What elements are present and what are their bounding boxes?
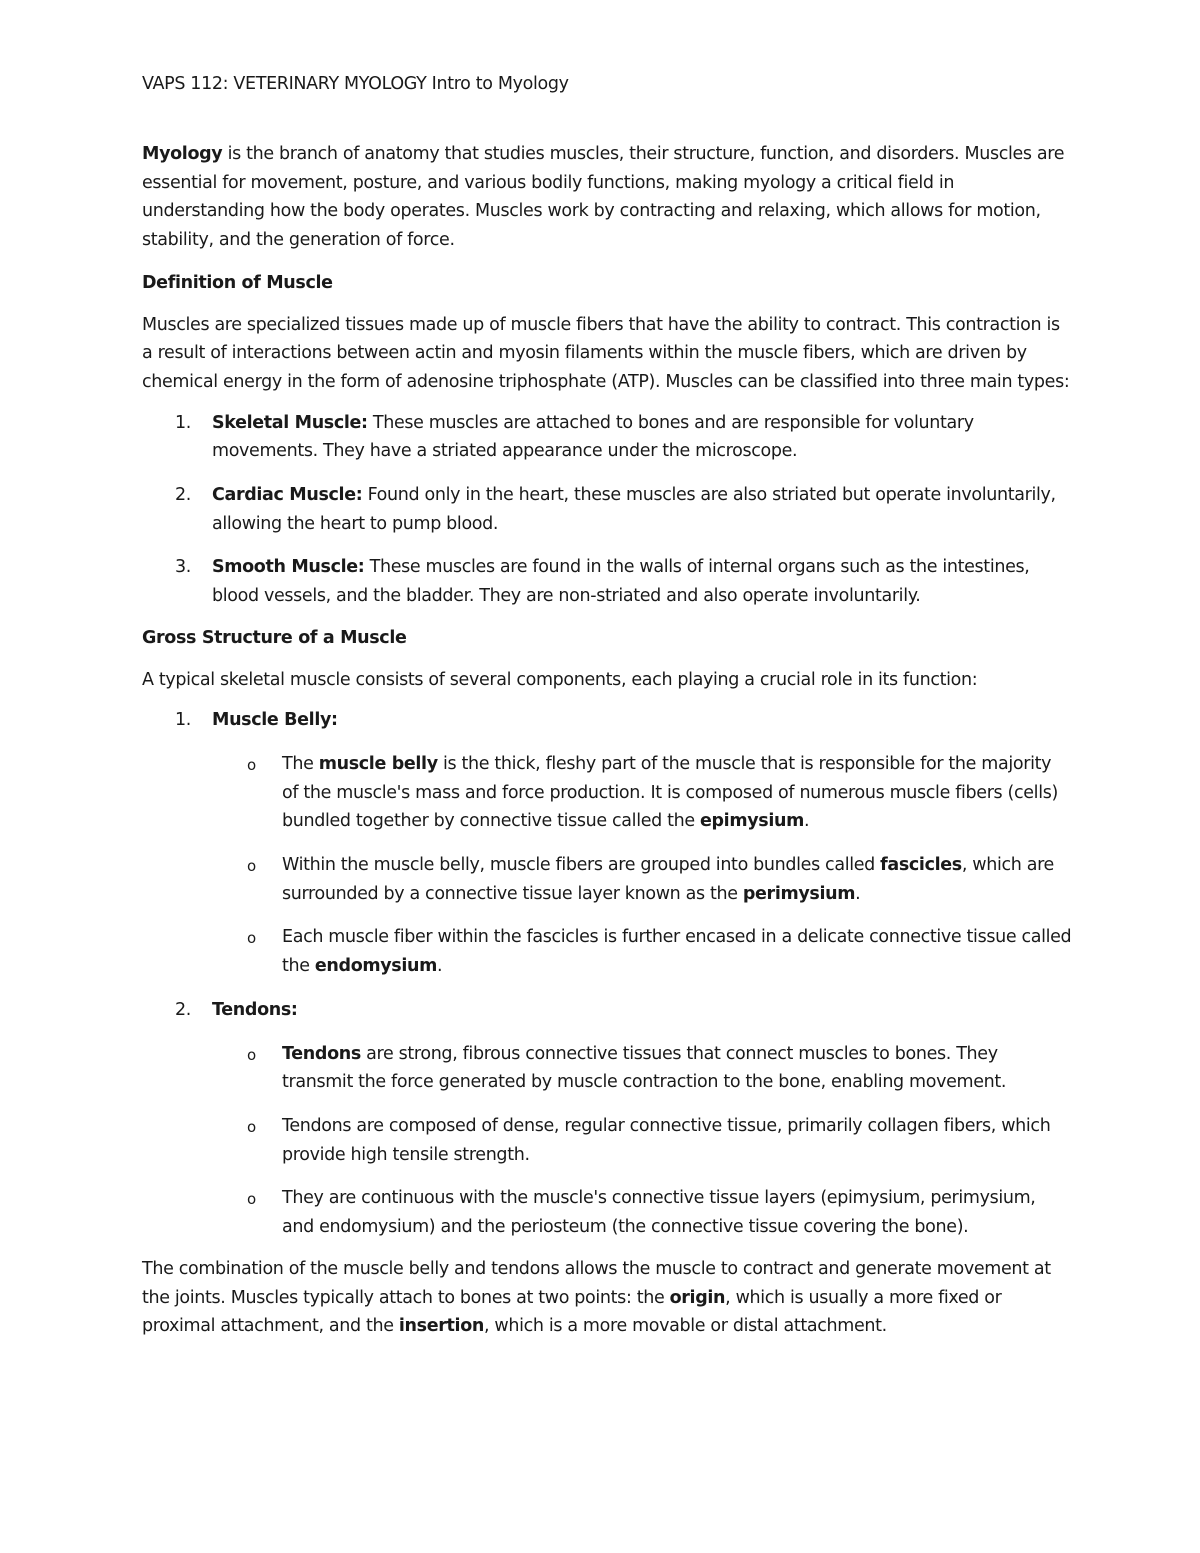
bullet-marker: o [247,857,256,876]
intro-term: Myology [142,144,223,164]
document-header: VAPS 112: VETERINARY MYOLOGY Intro to Myology [142,74,569,94]
intro-text: is the branch of anatomy that studies muscles, their structure, function, and disorders. Muscles are essential for movement, posture, and various bodily functions, making myology a critical field in understanding how the body operates. Muscles work by contracting and relaxing, which allows for motion, stability, and the generation of force. [142,144,1065,251]
bullet-marker: o [247,929,256,948]
bold-term: endomysium [314,956,438,977]
bold-term: Tendons [282,1043,361,1064]
bullet-item [212,750,1072,836]
list-item [142,706,1072,981]
muscle-type-term: Cardiac Muscle: [212,485,363,506]
muscle-type-term: Skeletal Muscle: [212,412,368,433]
bullet-text: . [855,883,861,904]
bold-term: muscle belly [318,753,438,774]
closing-paragraph [142,1255,1072,1341]
bold-term: perimysium [742,883,856,904]
tendon-bullets [212,1040,1072,1242]
bullet-item [212,1040,1072,1097]
list-item [142,481,1072,538]
bullet-text: are strong, fibrous connective tissues that connect muscles to bones. They transmit the force generated by muscle contraction to the bone, enabling movement. [282,1043,1007,1093]
bold-term: fascicles [880,855,962,876]
bullet-marker: o [247,1045,256,1064]
gross-structure-heading: Gross Structure of a Muscle [142,627,407,648]
bullet-text: Within the muscle belly, muscle fibers are grouped into bundles called [282,855,881,876]
bullet-item [212,1184,1072,1241]
muscle-type-text: These muscles are attached to bones and are responsible for voluntary movements. They have a striated appearance under the microscope. [212,412,974,462]
gross-structure-paragraph: A typical skeletal muscle consists of several components, each playing a crucial role in its function: [142,669,978,690]
bold-term: insertion [398,1316,484,1337]
document-page [142,70,1072,1341]
belly-bullets [212,750,1072,981]
bold-term: epimysium [699,811,804,832]
bullet-text: . [803,811,810,832]
paragraph-text: , which is a more movable or distal attachment. [483,1316,887,1337]
muscle-types-list [142,409,1072,611]
intro-paragraph [142,140,1072,255]
components-list [142,706,1072,1242]
bullet-text: They are continuous with the muscle's connective tissue layers (epimysium, perimysium, and endomysium) and the periosteum (the connective tissue covering the bone). [282,1188,1036,1238]
list-item [142,553,1072,610]
bullet-marker: o [247,755,256,774]
bold-term: origin [669,1287,726,1308]
definition-heading: Definition of Muscle [142,272,333,293]
bullet-item [212,851,1072,908]
muscle-type-term: Smooth Muscle: [212,557,365,578]
list-item [142,996,1072,1242]
bullet-text: Each muscle fiber within the fascicles is further encased in a delicate connective tissue called the [282,927,1072,977]
muscle-type-text: These muscles are found in the walls of internal organs such as the intestines, blood vessels, and the bladder. They are non-striated and also operate involuntarily. [212,557,1030,607]
list-number: 3. [175,557,191,578]
paragraph-text: , which is usually a more fixed or proximal attachment, and the [142,1287,1002,1337]
list-number: 1. [175,412,191,433]
component-title: Muscle Belly: [212,710,338,731]
bullet-item [212,923,1072,980]
bullet-text: , which are surrounded by a connective tissue layer known as the [282,855,1054,904]
muscle-type-text: Found only in the heart, these muscles are also striated but operate involuntarily, allowing the heart to pump blood. [212,485,1056,534]
bullet-marker: o [247,1117,256,1136]
list-item [142,409,1072,466]
bullet-text: is the thick, fleshy part of the muscle that is responsible for the majority of the muscle's mass and force production. It is composed of numerous muscle fibers (cells) bundled together by connective tissue called the [282,753,1058,832]
list-number: 2. [175,485,191,506]
component-title: Tendons: [212,999,298,1020]
bullet-text: . [437,956,443,977]
bullet-marker: o [247,1190,256,1209]
bullet-text: The [282,753,319,774]
list-number: 2. [175,999,191,1020]
bullet-text: Tendons are composed of dense, regular connective tissue, primarily collagen fibers, which provide high tensile strength. [282,1115,1051,1165]
bullet-item [212,1112,1072,1169]
paragraph-text: The combination of the muscle belly and tendons allows the muscle to contract and generate movement at the joints. Muscles typically attach to bones at two points: the [142,1258,1051,1308]
definition-paragraph: Muscles are specialized tissues made up of muscle fibers that have the ability to contract. This contraction is a result of interactions between actin and myosin filaments within the muscle fibers, which are driven by chemical energy in the form of adenosine triphosphate (ATP). Muscles can be classified into three main types: [142,314,1070,392]
list-number: 1. [175,710,191,731]
